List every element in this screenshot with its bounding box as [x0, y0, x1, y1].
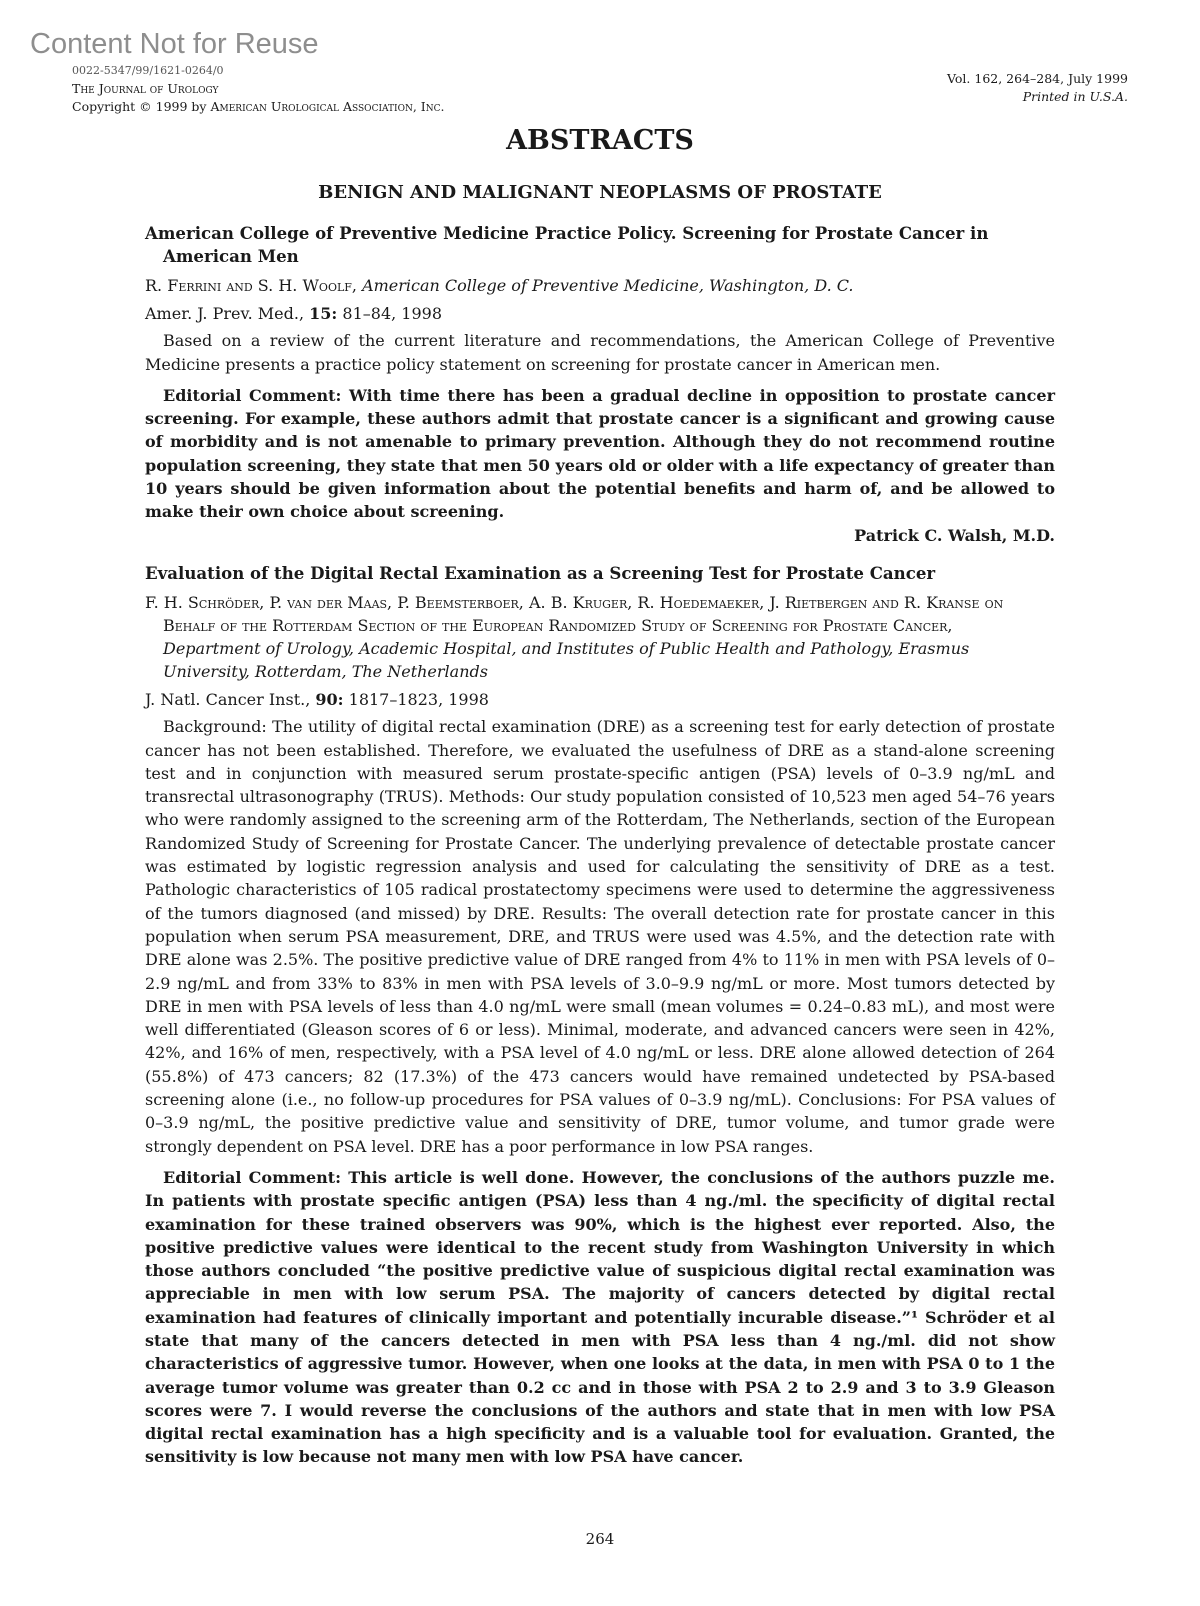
article-title: Evaluation of the Digital Rectal Examination as a Screening Test for Prostate Cancer — [145, 562, 936, 583]
author-affiliation: American College of Preventive Medicine, Washington, D. C. — [362, 276, 854, 295]
editorial-signature: Patrick C. Walsh, M.D. — [854, 525, 1055, 545]
printed-in: Printed in U.S.A. — [1022, 89, 1128, 104]
citation-journal: Amer. J. Prev. Med., — [145, 304, 310, 323]
citation-pages: 1817–1823, 1998 — [343, 689, 489, 709]
editorial-comment: Editorial Comment: This article is well done. However, the conclusions of the authors puzzle me. In patients with prostate specific antigen (PSA) less than 4 ng./ml. the specificity of digital rectal examination for these trained observers was 90%, which is the highest ever reported. Also, the positive predictive values were identical to the recent study from Washington University in which those authors concluded “the positive predictive value of suspicious digital rectal examination was appreciable in men with low serum PSA. The majority of cancers detected by digital rectal examination had features of clinically important and potentially incurable disease.”¹ Schröder et al state that many of the cancers detected in men with PSA less than 4 ng./ml. did not show characteristics of aggressive tumor. However, when one looks at the data, in men with PSA 0 to 1 the average tumor volume was greater than 0.2 cc and in those with PSA 2 to 2.9 and 3 to 3.9 Gleason scores were 7. I would reverse the conclusions of the authors and state that in men with low PSA digital rectal examination has a high specificity and is a valuable tool for evaluation. Granted, the sensitivity is low because not many men with low PSA have cancer. — [145, 1167, 1055, 1467]
citation-volume: 90: — [315, 689, 344, 709]
citation-journal: J. Natl. Cancer Inst., — [145, 689, 316, 709]
article-2 — [145, 562, 1055, 1469]
article-citation — [145, 302, 1055, 325]
author-affiliation: Department of Urology, Academic Hospital, and Institutes of Public Health and Pathology, Erasmus University, Rotterdam, The Netherlands — [163, 638, 970, 681]
author-names: F. H. Schröder, P. van der Maas, P. Beemsterboer, A. B. Kruger, R. Hoedemaeker, J. Rietbergen and R. Kranse on Behalf of the Rotterdam Section of the European Randomized Study of Screening for Prostate Cancer, — [145, 592, 1004, 635]
copyright-line — [72, 98, 444, 116]
journal-header-right — [947, 70, 1128, 106]
article-authors — [145, 274, 1055, 297]
journal-name: The Journal of Urology — [72, 81, 219, 96]
volume-info: Vol. 162, 264–284, July 1999 — [947, 71, 1128, 86]
issn-code: 0022-5347/99/1621-0264/0 — [72, 64, 224, 77]
citation-volume: 15: — [309, 304, 338, 323]
watermark-text: Content Not for Reuse — [30, 28, 319, 60]
article-citation — [145, 688, 1055, 711]
journal-header-left — [72, 62, 444, 116]
section-title: BENIGN AND MALIGNANT NEOPLASMS OF PROSTATE — [318, 182, 882, 203]
article-1 — [145, 222, 1055, 547]
article-abstract: Based on a review of the current literature and recommendations, the American College of Preventive Medicine presents a practice policy statement on screening for prostate cancer in American men. — [145, 331, 1055, 374]
author-names: R. Ferrini and S. H. Woolf, — [145, 276, 363, 295]
article-abstract: Background: The utility of digital rectal examination (DRE) as a screening test for early detection of prostate cancer has not been established. Therefore, we evaluated the usefulness of DRE as a stand-alone screening test and in conjunction with measured serum prostate-specific antigen (PSA) levels of 0–3.9 ng/mL and transrectal ultrasonography (TRUS). Methods: Our study population consisted of 10,523 men aged 54–76 years who were randomly assigned to the screening arm of the Rotterdam, The Netherlands, section of the European Randomized Study of Screening for Prostate Cancer. The underlying prevalence of detectable prostate cancer was estimated by logistic regression analysis and used for calculating the sensitivity of DRE as a test. Pathologic characteristics of 105 radical prostatectomy specimens were used to determine the aggressiveness of the tumors diagnosed (and missed) by DRE. Results: The overall detection rate for prostate cancer in this population when serum PSA measurement, DRE, and TRUS were used was 4.5%, and the detection rate with DRE alone was 2.5%. The positive predictive value of DRE ranged from 4% to 11% in men with PSA levels of 0–2.9 ng/mL and from 33% to 83% in men with PSA levels of 3.0–9.9 ng/mL or more. Most tumors detected by DRE in men with PSA levels of less than 4.0 ng/mL were small (mean volumes = 0.24–0.83 mL), and most were well differentiated (Gleason scores of 6 or less). Minimal, moderate, and advanced cancers were seen in 42%, 42%, and 16% of men, respectively, with a PSA level of 4.0 ng/mL or less. DRE alone allowed detection of 264 (55.8%) of 473 cancers; 82 (17.3%) of the 473 cancers would have remained undetected by PSA-based screening alone (i.e., no follow-up procedures for PSA values of 0–3.9 ng/mL). Conclusions: For PSA values of 0–3.9 ng/mL, the positive predictive value and sensitivity of DRE, tumor volume, and tumor grade were strongly dependent on PSA level. DRE has a poor performance in low PSA ranges. — [145, 717, 1055, 1156]
editorial-comment: Editorial Comment: With time there has been a gradual decline in opposition to prostate cancer screening. For example, these authors admit that prostate cancer is a significant and growing cause of morbidity and is not amenable to primary prevention. Although they do not recommend routine population screening, they state that men 50 years old or older with a life expectancy of greater than 10 years should be given information about the potential benefits and harm of, and be allowed to make their own choice about screening. — [145, 385, 1055, 522]
page-number: 264 — [585, 1530, 615, 1548]
page-title: ABSTRACTS — [506, 125, 694, 156]
citation-pages: 81–84, 1998 — [337, 304, 443, 323]
main-content — [145, 222, 1055, 1469]
article-title: American College of Preventive Medicine Practice Policy. Screening for Prostate Cancer in American Men — [145, 223, 989, 266]
copyright-org: American Urological Association, Inc. — [210, 99, 445, 114]
article-authors — [145, 591, 1055, 683]
copyright-prefix: Copyright © 1999 by — [72, 99, 211, 114]
